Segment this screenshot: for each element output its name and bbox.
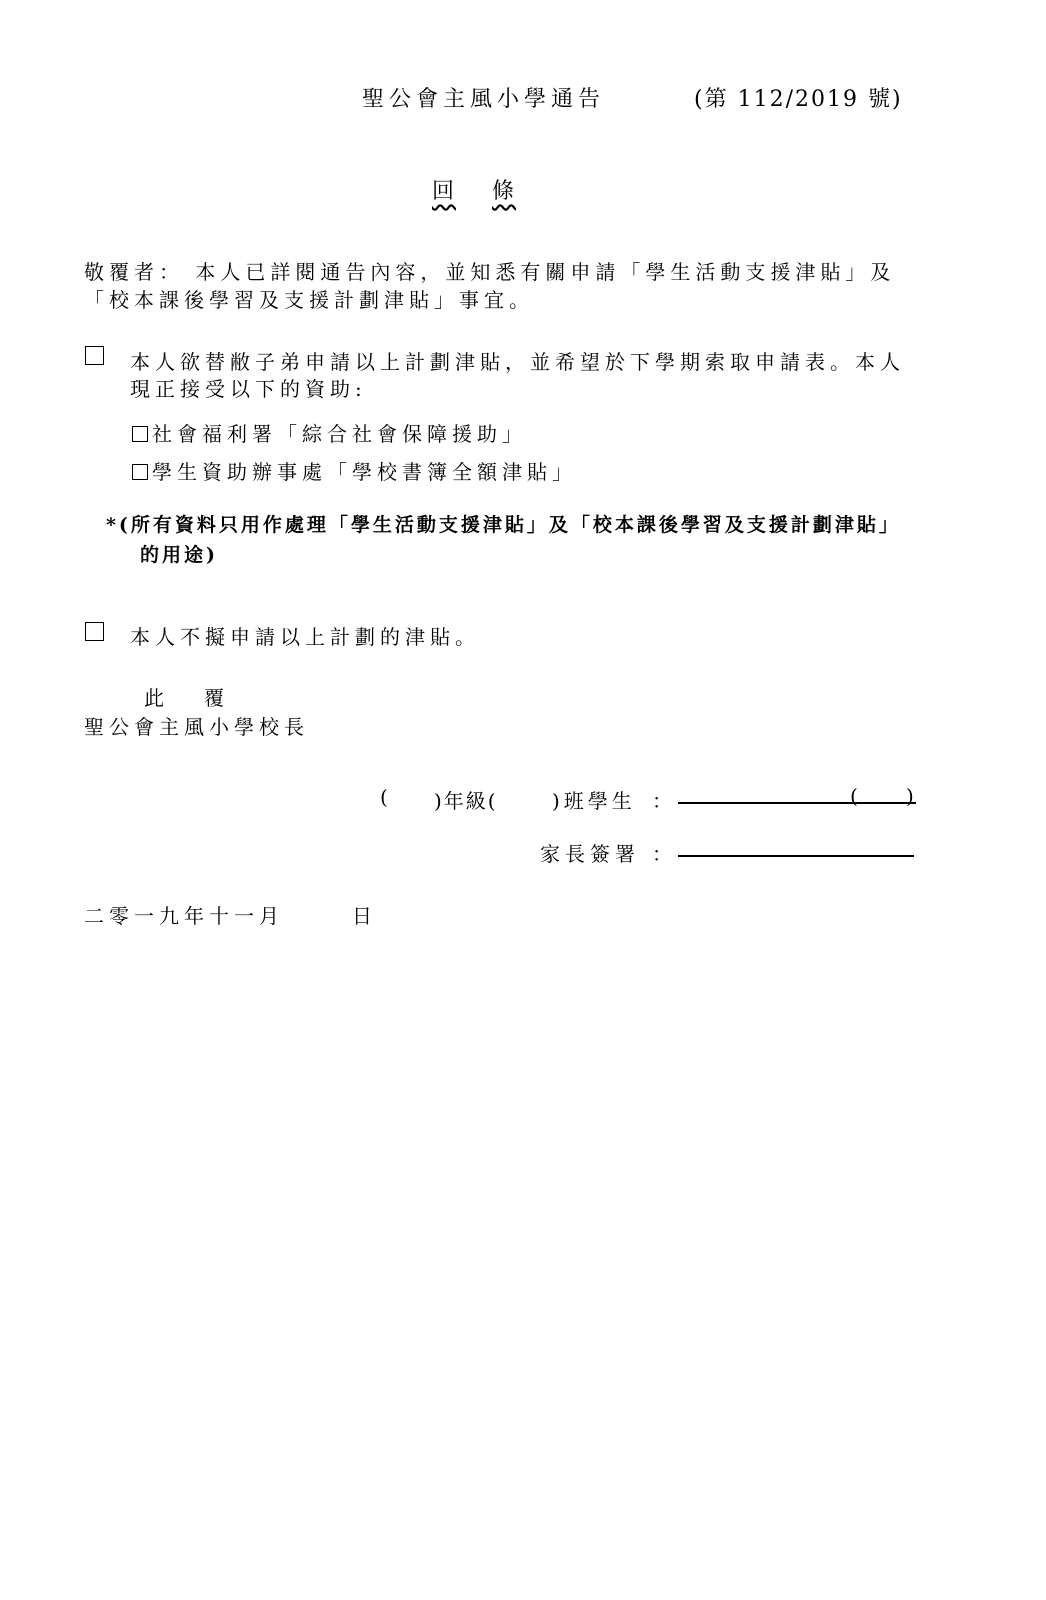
date-text: 二零一九年十一月 — [84, 904, 284, 928]
reply-slip-title-part1: 回 — [432, 179, 457, 204]
parent-signature-line[interactable] — [678, 855, 914, 857]
cssa-checkbox[interactable] — [132, 426, 148, 442]
parent-colon: ： — [652, 842, 672, 866]
sub-option-textbook-label: 學生資助辦事處「學校書簿全額津貼」 — [152, 460, 577, 484]
grade-open-bracket: ( — [380, 785, 388, 809]
textbook-checkbox[interactable] — [132, 464, 148, 480]
reply-slip-title-part2: 條 — [492, 179, 517, 204]
intro-line-1: 敬覆者： 本人已詳閱通告內容，並知悉有關申請「學生活動支援津貼」及 — [84, 260, 896, 284]
grade-label: )年級( — [434, 789, 498, 813]
closing-addressee: 聖公會主風小學校長 — [84, 715, 309, 739]
class-student-label: )班學生 — [552, 789, 636, 813]
apply-checkbox[interactable] — [85, 346, 104, 365]
sub-option-cssa-label: 社會福利署「綜合社會保障援助」 — [152, 422, 527, 446]
apply-option-line-2: 現正接受以下的資助: — [130, 377, 367, 401]
notice-number: (第 112/2019 號) — [694, 87, 903, 112]
notice-title: 聖公會主風小學通告 — [362, 87, 606, 112]
decline-option-label: 本人不擬申請以上計劃的津貼。 — [130, 625, 480, 649]
parent-signature-label: 家長簽署 — [540, 842, 640, 866]
apply-option-line-1: 本人欲替敝子弟申請以上計劃津貼，並希望於下學期索取申請表。本人 — [130, 350, 905, 374]
closing-ci: 此 — [144, 686, 169, 710]
closing-fu: 覆 — [204, 686, 229, 710]
student-no-open-bracket: ( — [850, 784, 858, 808]
student-name-line[interactable] — [678, 802, 916, 804]
privacy-note-line-1: *(所有資料只用作處理「學生活動支援津貼」及「校本課後學習及支援計劃津貼」 — [106, 514, 901, 536]
reply-slip-title — [432, 174, 516, 205]
student-colon: ： — [652, 789, 672, 813]
sub-option-textbook — [132, 456, 577, 485]
privacy-note-line-2: 的用途) — [140, 544, 218, 566]
sub-option-cssa — [132, 418, 527, 447]
decline-checkbox[interactable] — [85, 622, 104, 641]
date-day-label: 日 — [352, 904, 377, 928]
student-no-close-bracket: ) — [906, 784, 914, 808]
intro-line-2: 「校本課後學習及支援計劃津貼」事宜。 — [84, 288, 534, 312]
